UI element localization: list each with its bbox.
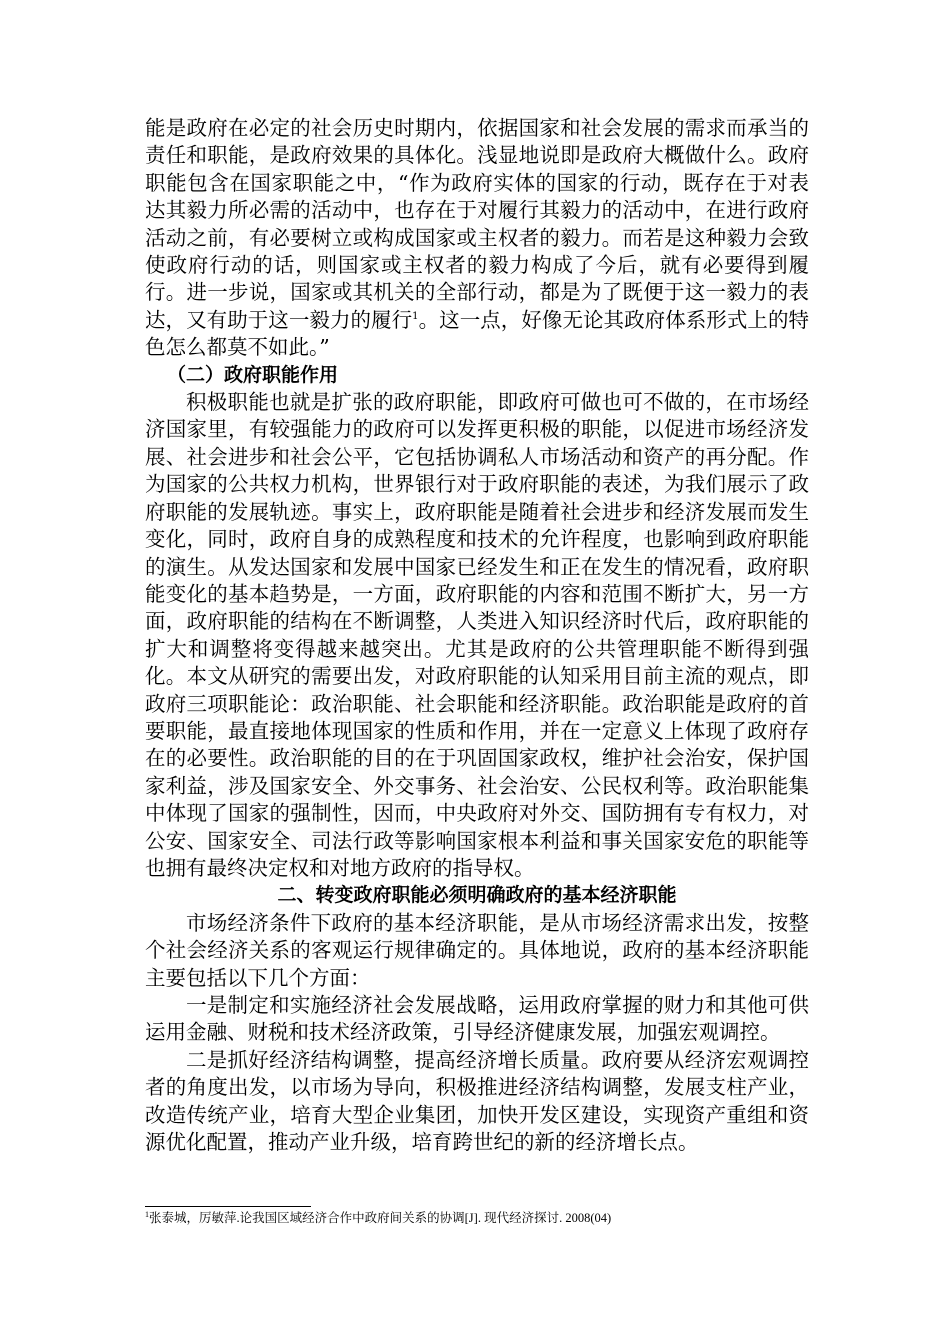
paragraph-5: 二是抓好经济结构调整，提高经济增长质量。政府要从经济宏观调控者的角度出发，以市场为导向，积极推进经济结构调整，发展支柱产业，改造传统产业，培育大型企业集团，加快开发区建设，实现资产重组和资源优化配置，推动产业升级，培育跨世纪的新的经济增长点。 — [145, 1047, 809, 1155]
paragraph-2: 积极职能也就是扩张的政府职能，即政府可做也可不做的，在市场经济国家里，有较强能力的政府可以发挥更积极的职能，以促进市场经济发展、社会进步和社会公平，它包括协调私人市场活动和资产的再分配。作为国家的公共权力机构，世界银行对于政府职能的表述，为我们展示了政府职能的发展轨迹。事实上，政府职能是随着社会进步和经济发展而发生变化，同时，政府自身的成熟程度和技术的允许程度，也影响到政府职能的演生。从发达国家和发展中国家已经发生和正在发生的情况看，政府职能变化的基本趋势是，一方面，政府职能的内容和范围不断扩大，另一方面，政府职能的结构在不断调整，人类进入知识经济时代后，政府职能的扩大和调整将变得越来越突出。尤其是政府的公共管理职能不断得到强化。本文从研究的需要出发，对政府职能的认知采用目前主流的观点，即政府三项职能论：政治职能、社会职能和经济职能。政治职能是政府的首要职能，最直接地体现国家的性质和作用，并在一定意义上体现了政府存在的必要性。政治职能的目的在于巩固国家政权，维护社会治安，保护国家利益，涉及国家安全、外交事务、社会治安、公民权利等。政治职能集中体现了国家的强制性，因而，中央政府对外交、国防拥有专有权力，对公安、国家安全、司法行政等影响国家根本利益和事关国家安危的职能等也拥有最终决定权和对地方政府的指导权。 — [145, 390, 809, 880]
footnote-separator — [145, 1206, 311, 1207]
footnote-ref[interactable]: 1 — [412, 311, 419, 323]
footnote — [145, 1210, 809, 1226]
paragraph-3: 市场经济条件下政府的基本经济职能，是从市场经济需求出发，按整个社会经济关系的客观运行规律确定的。具体地说，政府的基本经济职能主要包括以下几个方面： — [145, 910, 809, 990]
section-heading-economic: 二、转变政府职能必须明确政府的基本经济职能 — [277, 884, 677, 907]
paragraph-4: 一是制定和实施经济社会发展战略，运用政府掌握的财力和其他可供运用金融、财税和技术经济政策，引导经济健康发展，加强宏观调控。 — [145, 993, 809, 1045]
footnote-mark: 1 — [145, 1209, 149, 1219]
footnote-text: 张泰城，厉敏萍.论我国区域经济合作中政府间关系的协调[J]. 现代经济探讨. 2008(04) — [149, 1211, 612, 1225]
section-heading-functions: （二）政府职能作用 — [167, 363, 339, 386]
paragraph-1: 能是政府在必定的社会历史时期内，依据国家和社会发展的需求而承当的责任和职能，是政府效果的具体化。浅显地说即是政府大概做什么。政府职能包含在国家职能之中，“作为政府实体的国家的行动，既存在于对表达其毅力所必需的活动中，也存在于对履行其毅力的活动中，在进行政府活动之前，有必要树立或构成国家或主权者的毅力。而若是这种毅力会致使政府行动的话，则国家或主权者的毅力构成了今后，就有必要得到履行。进一步说，国家或其机关的全部行动，都是为了既便于这一毅力的表达，又有助于这一毅力的履行$^1$。这一点，好像无论其政府体系形式上的特色怎么都莫不如此。” — [145, 116, 810, 360]
body-text — [145, 115, 809, 1156]
